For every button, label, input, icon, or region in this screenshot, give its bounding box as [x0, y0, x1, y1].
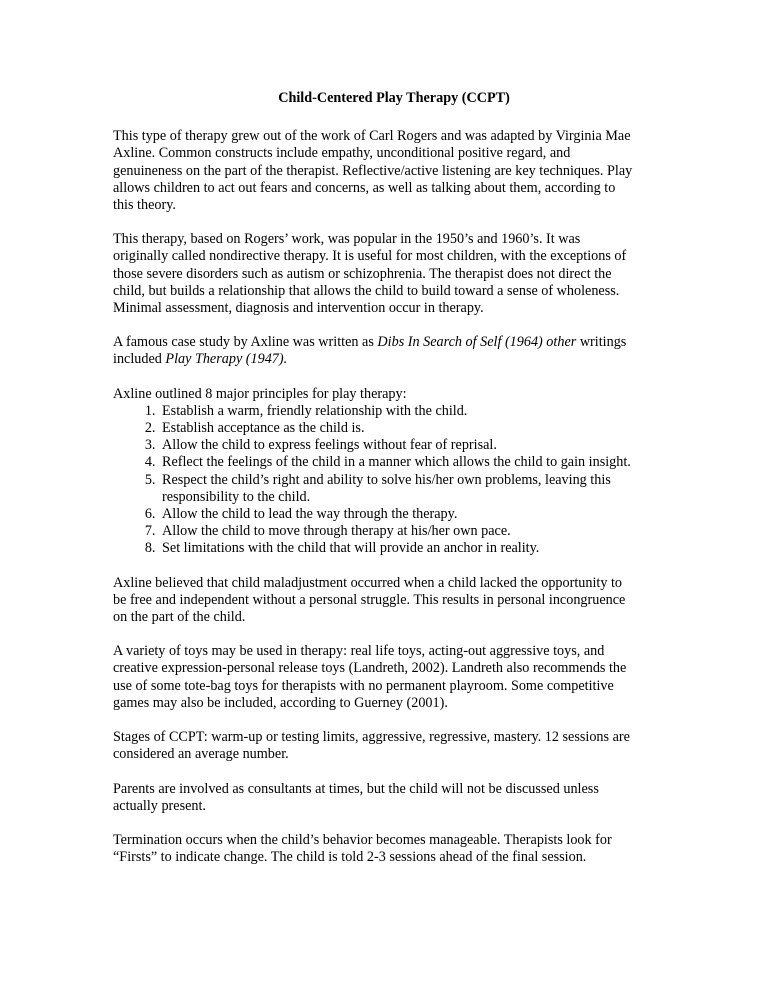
- paragraph-case-study: [113, 334, 633, 368]
- case-study-text-1: A famous case study by Axline was written as: [113, 334, 378, 351]
- principle-item: 2. Establish acceptance as the child is.: [159, 420, 633, 437]
- case-study-title-2: Play Therapy (1947).: [165, 351, 288, 368]
- case-study-title-1: Dibs In Search of Self (1964) other: [377, 334, 577, 351]
- principle-item: 7. Allow the child to move through therapy at his/her own pace.: [159, 523, 633, 540]
- paragraph-history: This therapy, based on Rogers’ work, was popular in the 1950’s and 1960’s. It was originally called nondirective therapy. It is useful for most children, with the exceptions of those severe disorders such as autism or schizophrenia. The therapist does not direct the child, but builds a relationship that allows the child to build toward a sense of wholeness. Minimal assessment, diagnosis and intervention occur in therapy.: [113, 231, 627, 317]
- paragraph-termination: Termination occurs when the child’s behavior becomes manageable. Therapists look for “Firsts” to indicate change. The child is told 2-3 sessions ahead of the final session.: [113, 831, 612, 866]
- principle-item: 4. Reflect the feelings of the child in a manner which allows the child to gain insight.: [159, 454, 633, 471]
- principle-item: 3. Allow the child to express feelings without fear of reprisal.: [159, 437, 633, 454]
- document-body: [113, 90, 633, 883]
- case-study-text-2: writings included: [113, 334, 627, 368]
- document-title: Child-Centered Play Therapy (CCPT): [278, 90, 510, 106]
- principle-item: 1. Establish a warm, friendly relationship with the child.: [159, 403, 633, 420]
- principles-list: [113, 403, 633, 558]
- paragraph-toys: A variety of toys may be used in therapy: real life toys, acting-out aggressive toys, and creative expression-personal release toys (Landreth, 2002). Landreth also recommends the use of some tote-bag toys for therapists with no permanent playroom. Some competitive games may also be included, according to Guerney (2001).: [113, 643, 627, 711]
- paragraph-maladjustment: Axline believed that child maladjustment occurred when a child lacked the opportunity to be free and independent without a personal struggle. This results in personal incongruence on the part of the child.: [113, 574, 626, 626]
- paragraph-origins: This type of therapy grew out of the work of Carl Rogers and was adapted by Virginia Mae Axline. Common constructs include empathy, unconditional positive regard, and genuineness on the part of the therapist. Reflective/active listening are key techniques. Play allows children to act out fears and concerns, as well as talking about them, according to this theory.: [113, 128, 633, 214]
- principle-item: 5. Respect the child’s right and ability to solve his/her own problems, leaving this responsibility to the child.: [159, 472, 633, 506]
- principles-intro: Axline outlined 8 major principles for play therapy:: [113, 385, 407, 402]
- principle-item: 8. Set limitations with the child that will provide an anchor in reality.: [159, 540, 633, 557]
- principle-item: 6. Allow the child to lead the way through the therapy.: [159, 506, 633, 523]
- paragraph-parents: Parents are involved as consultants at times, but the child will not be discussed unless actually present.: [113, 780, 599, 814]
- paragraph-stages: Stages of CCPT: warm-up or testing limits, aggressive, regressive, mastery. 12 sessions are considered an average number.: [113, 729, 630, 763]
